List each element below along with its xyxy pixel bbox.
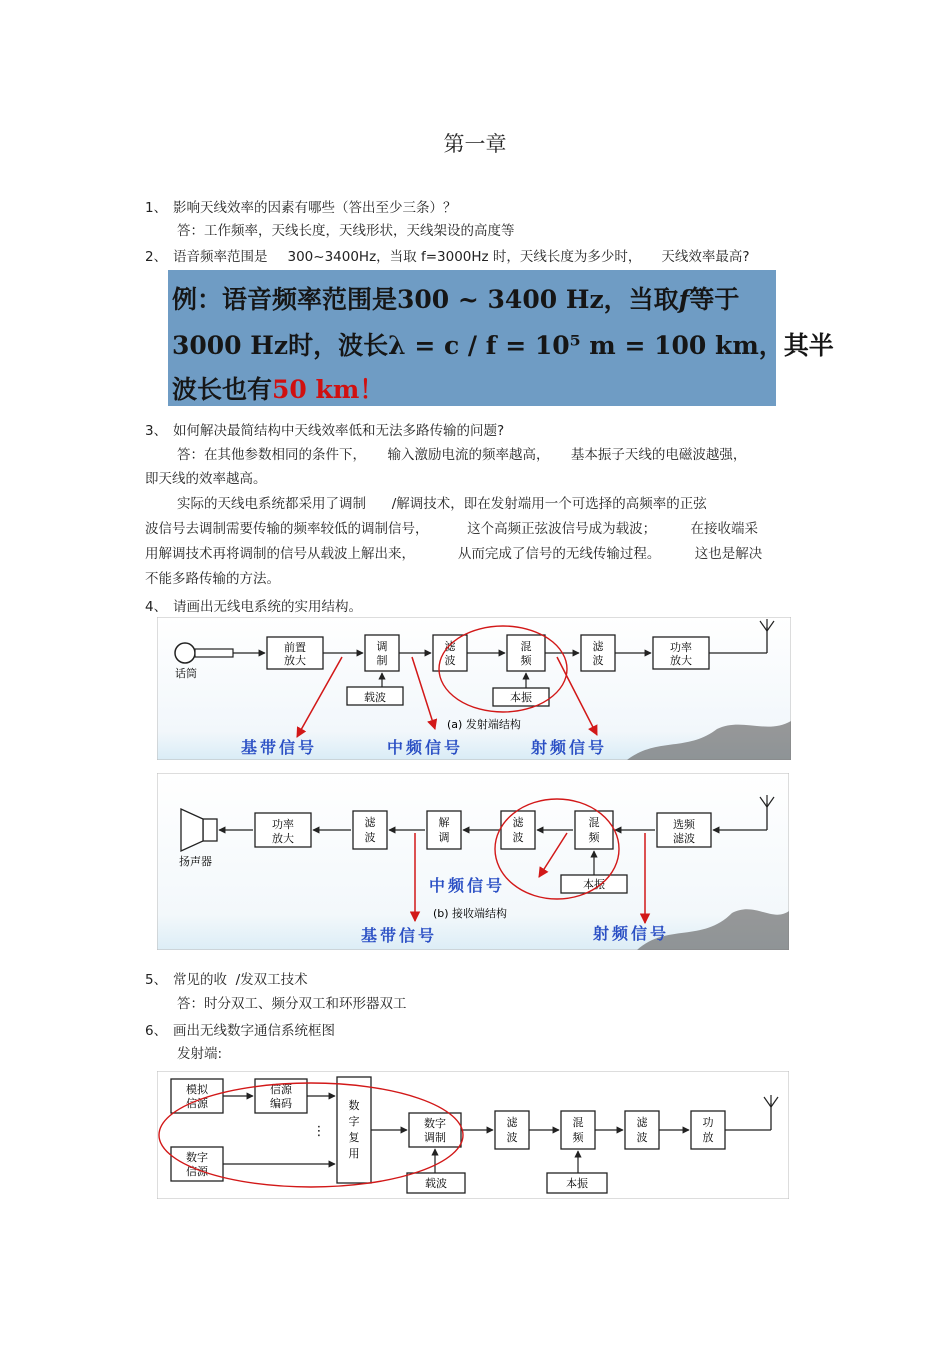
svg-text:信源: 信源 (186, 1097, 208, 1110)
question-number: 4、 (145, 599, 168, 615)
question-text-a: 语音频率范围是 (173, 249, 268, 265)
question-number: 1、 (145, 200, 168, 216)
svg-text:放大: 放大 (284, 654, 306, 667)
answer-1: 答：工作频率，天线长度，天线形状，天线架设的高度等 (177, 223, 515, 239)
paragraph-line-3: 用解调技术再将调制的信号从载波上解出来， 从而完成了信号的无线传输过程。 这也是解决 (145, 546, 763, 562)
question-text: 请画出无线电系统的实用结构。 (173, 599, 362, 615)
question-number: 3、 (145, 423, 168, 439)
example-line-2: 3000 Hz时，波长λ = c / f = 10⁵ m = 100 km，其半 (172, 331, 834, 360)
svg-text:滤: 滤 (636, 1116, 648, 1129)
svg-text:用: 用 (348, 1147, 360, 1160)
svg-text:信源: 信源 (270, 1083, 292, 1096)
svg-text:数字: 数字 (186, 1151, 208, 1164)
svg-text:频: 频 (520, 654, 532, 667)
question-text-c: 天线效率最高? (661, 249, 750, 265)
svg-text:波: 波 (592, 654, 604, 667)
rf-signal-label: 射频信号 (531, 738, 608, 757)
digital-transmitter-figure (157, 1071, 789, 1199)
svg-text:模拟: 模拟 (186, 1083, 208, 1096)
figure-caption: (b) 接收端结构 (433, 907, 508, 920)
svg-text:功: 功 (702, 1116, 714, 1129)
svg-text:滤: 滤 (364, 816, 376, 829)
multiplexer-block (337, 1077, 371, 1183)
svg-text:放大: 放大 (670, 654, 692, 667)
svg-text:本振: 本振 (583, 878, 605, 891)
svg-text:制: 制 (376, 654, 388, 667)
svg-text:字: 字 (348, 1115, 360, 1128)
question-number: 6、 (145, 1023, 168, 1039)
question-1 (145, 196, 457, 216)
svg-text:波: 波 (364, 831, 376, 844)
baseband-label: 基带信号 (361, 926, 438, 945)
svg-text:混: 混 (520, 640, 532, 653)
question-6 (145, 1019, 335, 1039)
if-signal-label: 中频信号 (429, 876, 506, 895)
question-4 (145, 595, 362, 615)
svg-text:滤: 滤 (444, 640, 456, 653)
svg-text:调制: 调制 (424, 1131, 446, 1144)
question-5 (145, 968, 308, 988)
if-signal-label: 中频信号 (387, 738, 464, 757)
question-2 (145, 245, 750, 265)
svg-text:滤: 滤 (512, 816, 524, 829)
answer-3-line-1: 答：在其他参数相同的条件下， 输入激励电流的频率越高， 基本振子天线的电磁波越强， (177, 447, 747, 463)
receiver-structure-figure (157, 773, 789, 950)
answer-3-line-2: 即天线的效率越高。 (145, 471, 267, 487)
answer-5: 答：时分双工、频分双工和环形器双工 (177, 996, 407, 1012)
svg-text:本振: 本振 (510, 691, 532, 704)
mic-label: 话筒 (175, 667, 197, 680)
transmitter-subtitle: 发射端: (177, 1046, 223, 1062)
svg-text:前置: 前置 (284, 641, 306, 654)
paragraph-line-2: 波信号去调制需要传输的频率较低的调制信号， 这个高频正弦波信号成为载波； 在接收端采 (145, 521, 758, 537)
microphone-icon (175, 643, 195, 663)
svg-text:载波: 载波 (364, 691, 386, 704)
svg-text:波: 波 (506, 1131, 518, 1144)
question-text-b: 300~3400Hz，当取 f=3000Hz 时，天线长度为多少时， (287, 249, 642, 265)
svg-text:载波: 载波 (425, 1177, 447, 1190)
svg-text:滤波: 滤波 (673, 832, 695, 845)
svg-text:波: 波 (636, 1131, 648, 1144)
paragraph-line-4: 不能多路传输的方法。 (145, 571, 280, 587)
svg-text:数字: 数字 (424, 1117, 446, 1130)
svg-text:波: 波 (444, 654, 456, 667)
question-text: 画出无线数字通信系统框图 (173, 1023, 335, 1039)
svg-text:功率: 功率 (272, 818, 294, 831)
question-number: 5、 (145, 972, 168, 988)
question-number: 2、 (145, 249, 168, 265)
speaker-label: 扬声器 (179, 855, 212, 868)
example-line-1: 例：语音频率范围是300 ~ 3400 Hz，当取f等于 (172, 285, 740, 314)
transmitter-structure-figure (157, 617, 791, 760)
question-text: 影响天线效率的因素有哪些（答出至少三条）？ (173, 200, 457, 216)
svg-text:解: 解 (438, 816, 450, 829)
svg-text:选频: 选频 (673, 818, 695, 831)
svg-text:本振: 本振 (566, 1177, 588, 1190)
svg-text:混: 混 (588, 816, 600, 829)
svg-text:频: 频 (572, 1131, 584, 1144)
question-text: 如何解决最简结构中天线效率低和无法多路传输的问题? (173, 423, 505, 439)
svg-text:数: 数 (348, 1099, 360, 1112)
example-image (168, 270, 834, 406)
svg-text:混: 混 (572, 1116, 584, 1129)
svg-text:放: 放 (702, 1131, 714, 1144)
svg-text:调: 调 (376, 640, 388, 653)
page-title: 第一章 (443, 132, 507, 156)
baseband-label: 基带信号 (241, 738, 318, 757)
svg-text:滤: 滤 (592, 640, 604, 653)
svg-text:复: 复 (348, 1131, 360, 1144)
svg-text:信源: 信源 (186, 1165, 208, 1178)
rf-signal-label: 射频信号 (593, 924, 670, 943)
paragraph-line-1: 实际的天线电系统都采用了调制 /解调技术，即在发射端用一个可选择的高频率的正弦 (177, 496, 707, 512)
svg-text:功率: 功率 (670, 641, 692, 654)
figure-caption: (a) 发射端结构 (447, 718, 521, 731)
svg-text:滤: 滤 (506, 1116, 518, 1129)
svg-text:调: 调 (438, 831, 450, 844)
ellipsis: ⋮ (312, 1124, 326, 1139)
example-line-3: 波长也有50 km！ (172, 375, 385, 404)
question-3 (145, 419, 504, 439)
svg-text:波: 波 (512, 831, 524, 844)
svg-text:编码: 编码 (270, 1097, 292, 1110)
svg-text:频: 频 (588, 831, 600, 844)
question-text: 常见的收 /发双工技术 (173, 972, 308, 988)
svg-text:放大: 放大 (272, 832, 294, 845)
